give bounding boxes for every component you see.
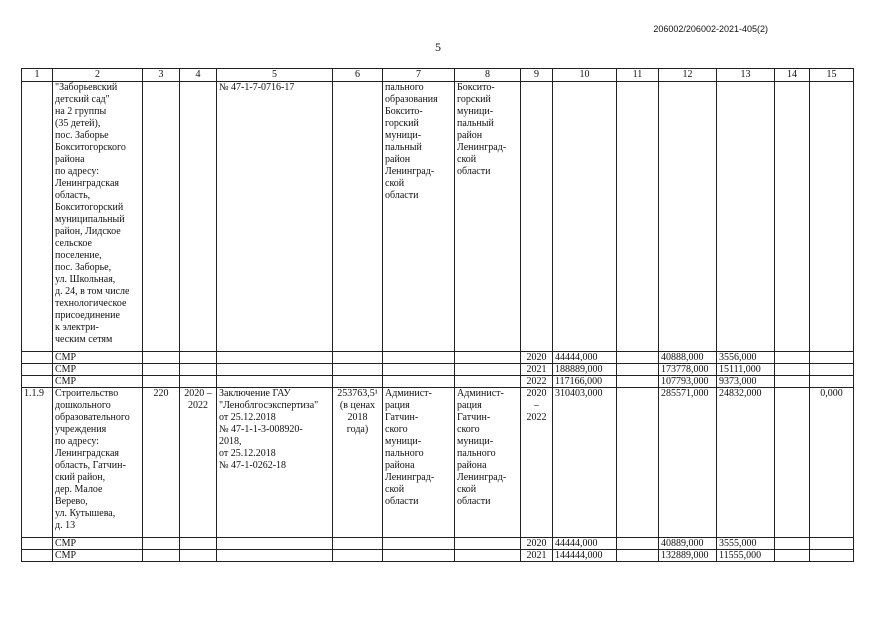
cell: [617, 364, 659, 376]
cell: [810, 364, 854, 376]
federal-cell: 173778,000: [659, 364, 717, 376]
header-cell: 8: [455, 69, 521, 82]
cell: [383, 538, 455, 550]
year-cell: 2021: [521, 364, 553, 376]
cell: [775, 352, 810, 364]
header-cell: 13: [717, 69, 775, 82]
cell: [775, 82, 810, 352]
cell: [455, 550, 521, 562]
regional-cell: 3555,000: [717, 538, 775, 550]
developer-cell: Админист- рация Гатчин- ского муници- пального района Ленинград- ской области: [455, 388, 521, 538]
cell: [810, 82, 854, 352]
object-name-cell: "Заборьевский детский сад" на 2 группы (35 детей), пос. Заборье Бокситогорского района по адресу: Ленинградская область, Бокситогорский муниципальный район, Лидское сельское поселение, пос. Заборье, ул. Школьная, д. 24, в том числе технологическое присоединение к электри- ческим сетям: [53, 82, 143, 352]
cell: [775, 538, 810, 550]
header-cell: 15: [810, 69, 854, 82]
total-cell: 44444,000: [553, 352, 617, 364]
cell: [810, 550, 854, 562]
federal-cell: 132889,000: [659, 550, 717, 562]
cell: [775, 376, 810, 388]
regional-cell: 11555,000: [717, 550, 775, 562]
table-row-item: [22, 388, 854, 538]
years-cell: 2020 – 2022: [521, 388, 553, 538]
cell: [333, 538, 383, 550]
cell: [810, 538, 854, 550]
cell: [143, 538, 180, 550]
federal-cell: 40889,000: [659, 538, 717, 550]
cell: [810, 376, 854, 388]
smr-label: СМР: [53, 538, 143, 550]
cell: [617, 538, 659, 550]
smr-label: СМР: [53, 376, 143, 388]
header-cell: 14: [775, 69, 810, 82]
cell: [22, 550, 53, 562]
cell: [217, 538, 333, 550]
cost-cell: [333, 82, 383, 352]
cell: [553, 82, 617, 352]
local-cell: 0,000: [810, 388, 854, 538]
year-cell: 2021: [521, 550, 553, 562]
cell: [217, 376, 333, 388]
page-number: 5: [435, 40, 441, 54]
table-row-smr: [22, 364, 854, 376]
investment-table: [21, 68, 854, 562]
cell: [383, 364, 455, 376]
customer-cell: пального образования Боксито- горский муници- пальный район Ленинград- ской области: [383, 82, 455, 352]
cell: [455, 352, 521, 364]
table-row-continued: [22, 82, 854, 352]
federal-cell: 40888,000: [659, 352, 717, 364]
federal-cell: 285571,000: [659, 388, 717, 538]
cell: [333, 364, 383, 376]
header-cell: 9: [521, 69, 553, 82]
object-name-cell: Строительство дошкольного образовательного учреждения по адресу: Ленинградская область, Гатчин- ский район, дер. Малое Верево, ул. Кутышева, д. 13: [53, 388, 143, 538]
period-cell: [180, 82, 217, 352]
cell: [22, 352, 53, 364]
cell: [717, 82, 775, 352]
cell: [383, 376, 455, 388]
cell: [180, 376, 217, 388]
smr-label: СМР: [53, 352, 143, 364]
cell: [383, 550, 455, 562]
customer-cell: Админист- рация Гатчин- ского муници- пального района Ленинград- ской области: [383, 388, 455, 538]
header-cell: 5: [217, 69, 333, 82]
table-row-smr: [22, 550, 854, 562]
cell: [22, 376, 53, 388]
regional-cell: 9373,000: [717, 376, 775, 388]
total-cell: 310403,000: [553, 388, 617, 538]
table-row-smr: [22, 538, 854, 550]
total-cell: 188889,000: [553, 364, 617, 376]
cell: [383, 352, 455, 364]
cell: [333, 376, 383, 388]
total-cell: 144444,000: [553, 550, 617, 562]
federal-cell: 107793,000: [659, 376, 717, 388]
regional-cell: 15111,000: [717, 364, 775, 376]
cell: [180, 538, 217, 550]
cell: [617, 388, 659, 538]
header-cell: 7: [383, 69, 455, 82]
smr-label: СМР: [53, 550, 143, 562]
cell: [455, 376, 521, 388]
document-id: 206002/206002-2021-405(2): [653, 24, 768, 34]
header-cell: 1: [22, 69, 53, 82]
cell: [180, 364, 217, 376]
cell: [617, 352, 659, 364]
header-cell: 10: [553, 69, 617, 82]
header-cell: 12: [659, 69, 717, 82]
period-cell: 2020 – 2022: [180, 388, 217, 538]
cell: [22, 364, 53, 376]
header-cell: 4: [180, 69, 217, 82]
header-row: [22, 69, 854, 82]
item-number-cell: 1.1.9: [22, 388, 53, 538]
header-cell: 2: [53, 69, 143, 82]
cell: [775, 388, 810, 538]
cell: [333, 352, 383, 364]
expertise-cell: Заключение ГАУ "Леноблгосэкспертиза" от 25.12.2018 № 47-1-1-3-008920- 2018, от 25.12.2018 № 47-1-0262-18: [217, 388, 333, 538]
cell: [22, 538, 53, 550]
cell: [659, 82, 717, 352]
cell: [143, 550, 180, 562]
cell: [180, 550, 217, 562]
header-cell: 3: [143, 69, 180, 82]
cell: [617, 550, 659, 562]
cell: [143, 352, 180, 364]
regional-cell: 3556,000: [717, 352, 775, 364]
developer-cell: Боксито- горский муници- пальный район Ленинград- ской области: [455, 82, 521, 352]
item-number-cell: [22, 82, 53, 352]
cell: [180, 352, 217, 364]
capacity-cell: [143, 82, 180, 352]
table-row-smr: [22, 376, 854, 388]
total-cell: 44444,000: [553, 538, 617, 550]
cell: [775, 364, 810, 376]
header-cell: 6: [333, 69, 383, 82]
cell: [455, 538, 521, 550]
table-row-smr: [22, 352, 854, 364]
cell: [143, 364, 180, 376]
header-cell: 11: [617, 69, 659, 82]
cell: [521, 82, 553, 352]
expertise-cell: № 47-1-7-0716-17: [217, 82, 333, 352]
cell: [455, 364, 521, 376]
smr-label: СМР: [53, 364, 143, 376]
cell: [143, 376, 180, 388]
cell: [617, 82, 659, 352]
cell: [775, 550, 810, 562]
cost-cell: 253763,5¹ (в ценах 2018 года): [333, 388, 383, 538]
total-cell: 117166,000: [553, 376, 617, 388]
year-cell: 2020: [521, 538, 553, 550]
cell: [217, 550, 333, 562]
capacity-cell: 220: [143, 388, 180, 538]
cell: [217, 364, 333, 376]
regional-cell: 24832,000: [717, 388, 775, 538]
year-cell: 2020: [521, 352, 553, 364]
cell: [217, 352, 333, 364]
cell: [617, 376, 659, 388]
cell: [333, 550, 383, 562]
cell: [810, 352, 854, 364]
year-cell: 2022: [521, 376, 553, 388]
